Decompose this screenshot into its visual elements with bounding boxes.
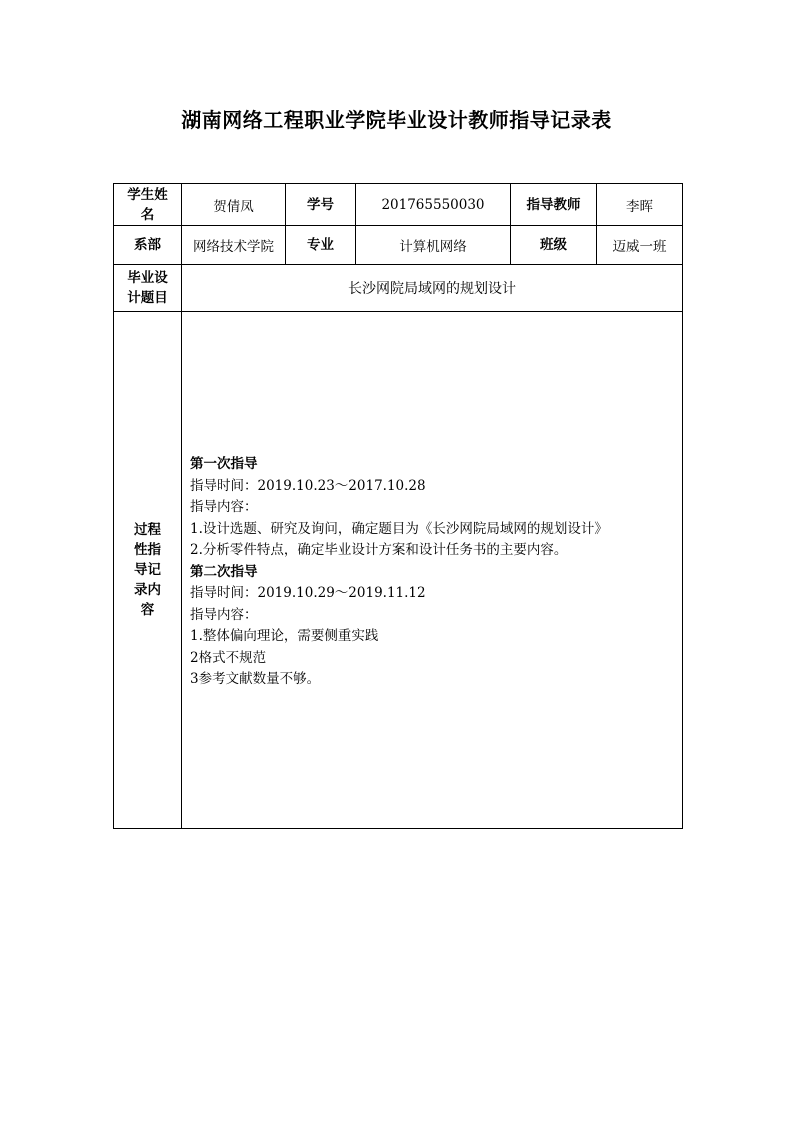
- table-row-record: [114, 312, 683, 829]
- session-2-item: 3参考文献数量不够。: [190, 671, 321, 687]
- table-row-department: [114, 226, 683, 265]
- department-value: 网络技术学院: [182, 226, 286, 265]
- session-1-heading: 第一次指导: [190, 456, 258, 472]
- session-2-time: 指导时间：2019.10.29～2019.11.12: [190, 585, 426, 601]
- session-1-time: 指导时间：2019.10.23～2017.10.28: [190, 477, 426, 494]
- topic-label: 毕业设计题目: [114, 265, 182, 312]
- session-1-item: 1.设计选题、研究及询问，确定题目为《长沙网院局域网的规划设计》: [190, 520, 608, 537]
- guidance-record-table: [113, 183, 683, 829]
- class-label: 班级: [511, 226, 597, 265]
- teacher-value: 李晖: [597, 184, 683, 226]
- topic-value: 长沙网院局域网的规划设计: [182, 265, 683, 312]
- table-row-topic: [114, 265, 683, 312]
- session-2-item: 1.整体偏向理论，需要侧重实践: [190, 628, 379, 644]
- major-value: 计算机网络: [356, 226, 511, 265]
- major-label: 专业: [286, 226, 356, 265]
- record-content: [182, 312, 683, 829]
- record-label: 过程性指导记录内容: [114, 312, 182, 829]
- student-id-value: 201765550030: [356, 184, 511, 226]
- class-value: 迈威一班: [597, 226, 683, 265]
- session-2-item: 2格式不规范: [190, 649, 267, 666]
- student-name-label: 学生姓名: [114, 184, 182, 226]
- session-2-content-label: 指导内容：: [190, 606, 258, 623]
- student-id-label: 学号: [286, 184, 356, 226]
- teacher-label: 指导教师: [511, 184, 597, 226]
- session-2-heading: 第二次指导: [190, 563, 258, 580]
- session-1-item: 2.分析零件特点，确定毕业设计方案和设计任务书的主要内容。: [190, 542, 568, 558]
- student-name-value: 贺倩凤: [182, 184, 286, 226]
- record-content-body: [182, 454, 682, 691]
- department-label: 系部: [114, 226, 182, 265]
- table-row-student: [114, 184, 683, 226]
- session-1-content-label: 指导内容：: [190, 499, 258, 515]
- page-title: 湖南网络工程职业学院毕业设计教师指导记录表: [181, 108, 612, 132]
